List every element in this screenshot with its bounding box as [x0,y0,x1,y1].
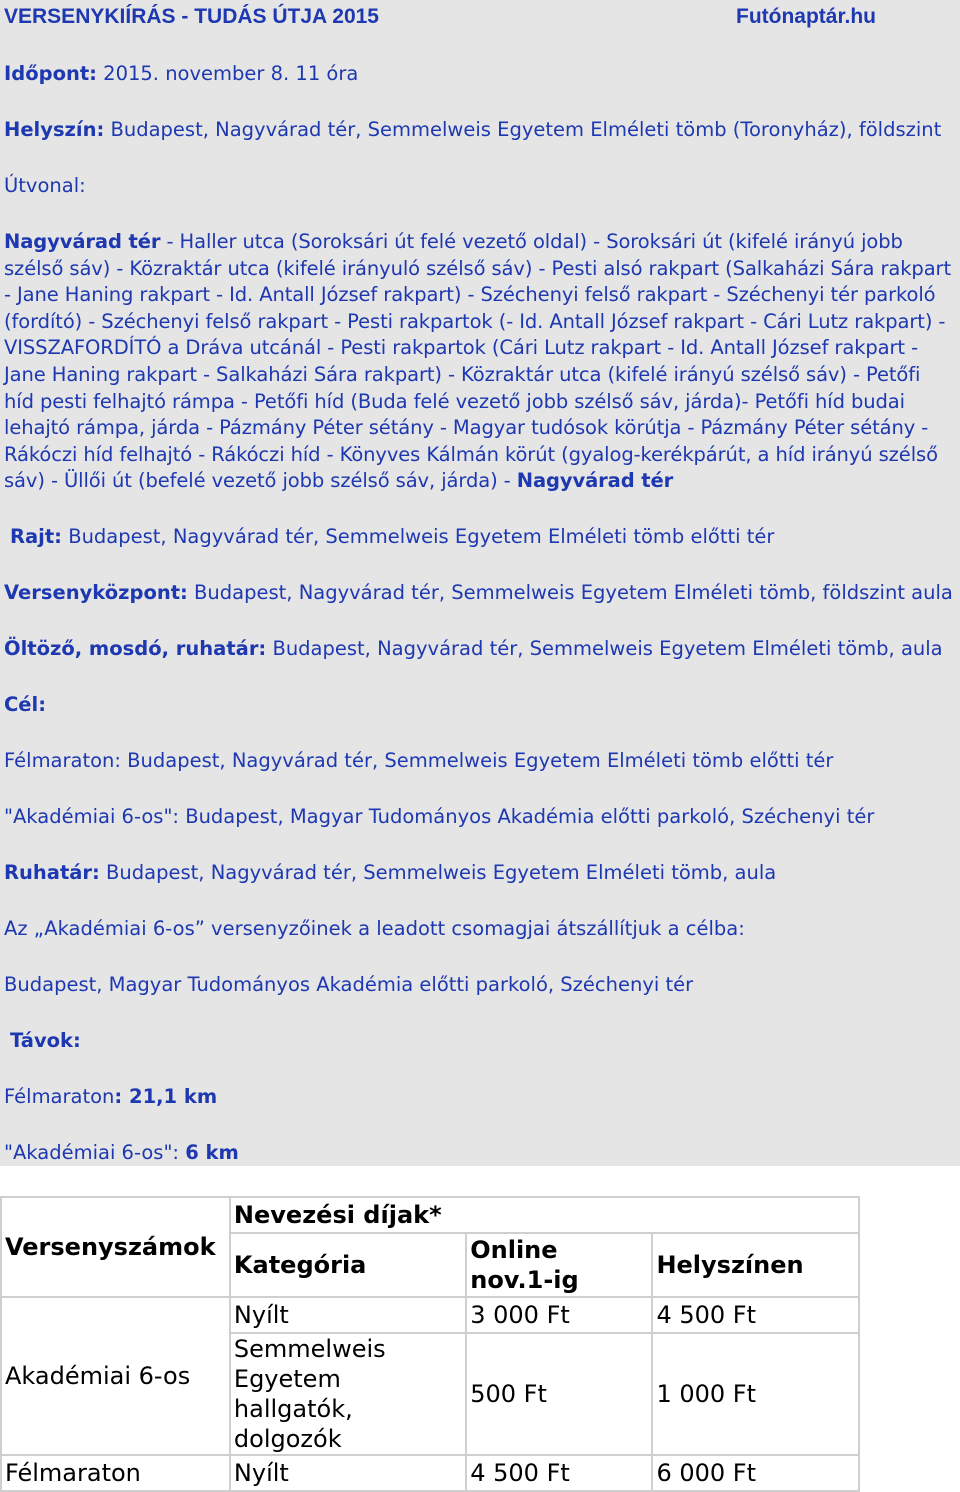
cloakroom-label: Ruhatár: [4,861,100,884]
dressing-value: Budapest, Nagyvárad tér, Semmelweis Egyetem Elméleti tömb, aula [272,637,943,660]
start-row [10,524,774,550]
online-header: Online nov.1-ig [466,1233,652,1297]
location-value: Budapest, Nagyvárad tér, Semmelweis Egyetem Elméleti tömb (Toronyház), földszint [110,118,942,141]
center-row [4,580,953,606]
route-body: - Haller utca (Soroksári út felé vezető oldal) - Soroksári út (kifelé irányú jobb szélső sáv) - Közraktár utca (kifelé irányuló szélső sáv) - Pesti alsó rakpart (Salkaházi Sára rakpart - Jane Haning rakpart - Id. Antall József rakpart) - Széchenyi felső rakpart - Széchenyi tér parkoló (fordító) - Széchenyi felső rakpart - Pesti rakpartok (- Id. Antall József rakpart - Cári Lutz rakpart) - VISSZAFORDÍTÓ a Dráva utcánál - Pesti rakpartok (Cári Lutz rakpart - Id. Antall József rakpart - Jane Haning rakpart - Salkaházi Sára rakpart) - Közraktár utca (kifelé irányú szélső sáv) - Petőfi híd pesti felhajtó rámpa - Petőfi híd (Buda felé vezető jobb szélső sáv, járda)- Petőfi híd budai lehajtó rámpa, járda - Pázmány Péter sétány - Magyar tudósok körútja - Pázmány Péter sétány - Rákóczi híd felhajtó - Rákóczi híd - Könyves Kálmán körút (gyalog-kerékpárút, a híd irányú szélső sáv) - Üllői út (befelé vezető jobb szélső sáv, járda) - [4,230,952,493]
onsite-cell: 4 500 Ft [652,1297,859,1333]
distance-academic-label: "Akadémiai 6-os": [4,1141,186,1164]
category-cell: Nyílt [230,1297,466,1333]
events-header: Versenyszámok [1,1197,230,1297]
transfer-place: Budapest, Magyar Tudományos Akadémia előtti parkoló, Széchenyi tér [4,973,694,996]
route-label: Útvonal: [4,174,86,197]
site-name: Futónaptár.hu [736,5,876,28]
onsite-header: Helyszínen [652,1233,859,1297]
distance-half-value: : 21,1 km [114,1085,218,1108]
event-cell: Akadémiai 6-os [1,1297,230,1455]
distance-academic-value: 6 km [185,1141,239,1164]
route-end: Nagyvárad tér [516,469,674,493]
location-row [4,117,941,143]
onsite-cell: 6 000 Ft [652,1455,859,1491]
route-description [4,229,956,495]
time-row [4,61,358,87]
online-cell: 500 Ft [466,1333,652,1455]
table-row [1,1455,859,1491]
transfer-text: Az „Akadémiai 6-os” versenyzőinek a leadott csomagjai átszállítjuk a célba: [4,917,745,940]
category-header: Kategória [230,1233,466,1297]
event-cell: Félmaraton [1,1455,230,1491]
time-label: Időpont: [4,62,97,85]
category-cell: Nyílt [230,1455,466,1491]
page-title: VERSENYKIÍRÁS - TUDÁS ÚTJA 2015 [4,5,379,28]
category-cell: Semmelweis Egyetem hallgatók, dolgozók [230,1333,466,1455]
center-label: Versenyközpont: [4,581,188,604]
location-label: Helyszín: [4,118,105,141]
table-row [1,1297,859,1333]
fee-table [0,1196,860,1492]
distance-academic [4,1140,239,1166]
online-cell: 3 000 Ft [466,1297,652,1333]
finish-half: Félmaraton: Budapest, Nagyvárad tér, Semmelweis Egyetem Elméleti tömb előtti tér [4,749,834,772]
fees-header: Nevezési díjak* [230,1197,859,1233]
finish-academic: "Akadémiai 6-os": Budapest, Magyar Tudományos Akadémia előtti parkoló, Széchenyi tér [4,805,875,828]
start-value: Budapest, Nagyvárad tér, Semmelweis Egyetem Elméleti tömb előtti tér [68,525,775,548]
header-row [4,4,956,30]
finish-label: Cél: [4,693,47,716]
dressing-row [4,636,943,662]
cloakroom-value: Budapest, Nagyvárad tér, Semmelweis Egyetem Elméleti tömb, aula [106,861,777,884]
cloakroom-row [4,860,776,886]
distance-half [4,1084,217,1110]
table-row [1,1197,859,1233]
online-cell: 4 500 Ft [466,1455,652,1491]
time-value: 2015. november 8. 11 óra [103,62,359,85]
dressing-label: Öltöző, mosdó, ruhatár: [4,637,267,660]
onsite-cell: 1 000 Ft [652,1333,859,1455]
distances-label: Távok: [10,1029,81,1052]
route-start: Nagyvárad tér [4,230,161,253]
center-value: Budapest, Nagyvárad tér, Semmelweis Egyetem Elméleti tömb, földszint aula [194,581,953,604]
distance-half-label: Félmaraton [4,1085,115,1108]
start-label: Rajt: [10,525,62,548]
